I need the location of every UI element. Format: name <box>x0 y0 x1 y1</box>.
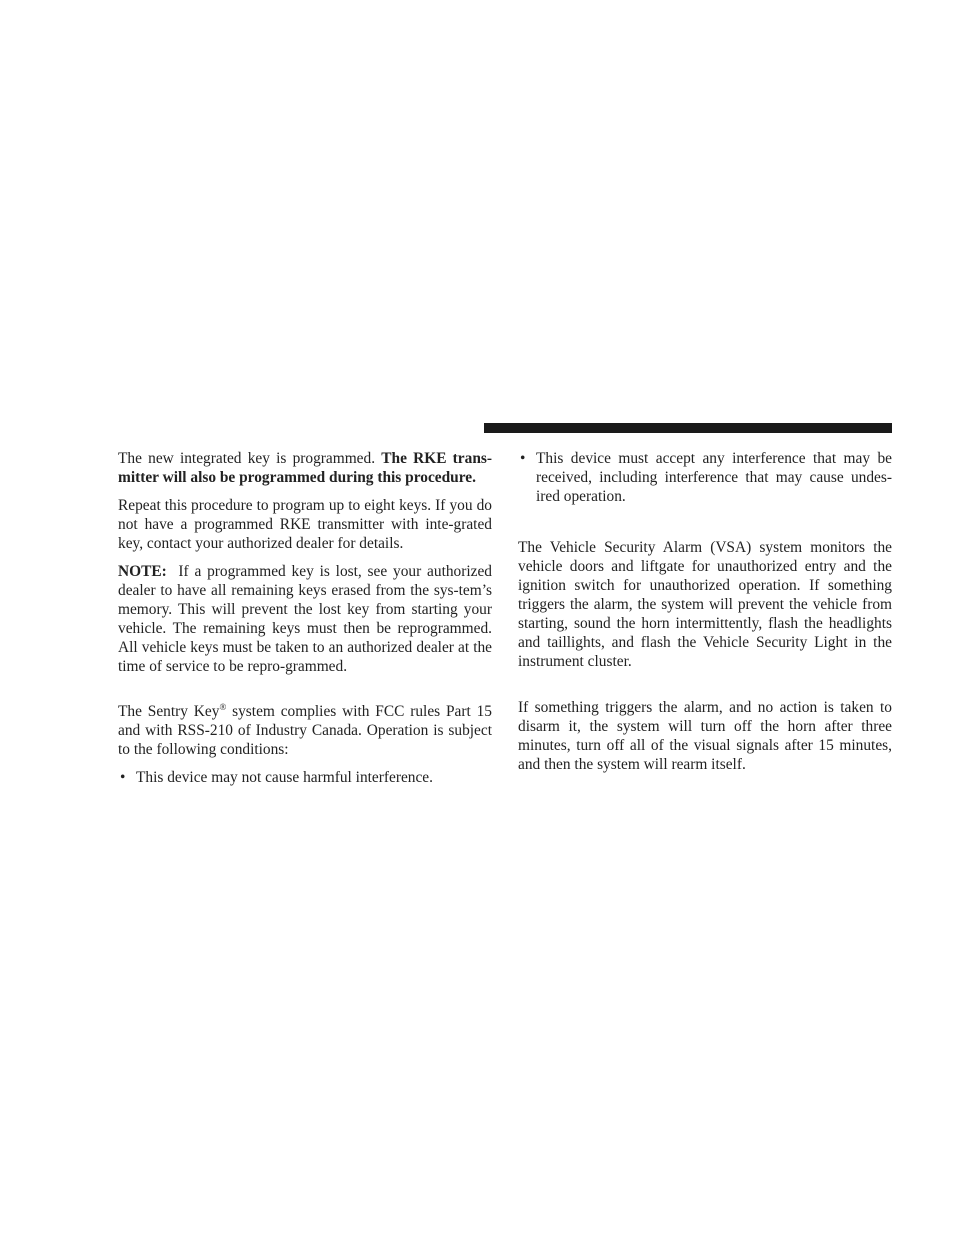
bullet-item-accept-interference: • This device must accept any interference that may be received, including interference that may cause undes-ired operation. <box>520 450 892 505</box>
note-text: If a programmed key is lost, see your authorized dealer to have all remaining keys erased from the sys-tem’s memory. This will prevent the lost key from starting your vehicle. The remaining keys must then be reprogrammed. All vehicle keys must be taken to an authorized dealer at the time of service to be repro-grammed. <box>118 563 493 675</box>
left-column <box>118 449 492 787</box>
paragraph-alarm-timeout: If something triggers the alarm, and no action is taken to disarm it, the system will turn off the horn after three minutes, turn off all of the visual signals after 15 minutes, and then the system will rearm itself. <box>518 699 892 773</box>
right-column <box>518 449 892 774</box>
paragraph-fcc-compliance: The Sentry Key® system complies with FCC rules Part 15 and with RSS-210 of Industry Canada. Operation is subject to the following conditions: <box>118 701 492 758</box>
bullet-icon: • <box>120 769 126 786</box>
paragraph-repeat-procedure: Repeat this procedure to program up to eight keys. If you do not have a programmed RKE transmitter with inte-grated key, contact your authorized dealer for details. <box>118 497 492 552</box>
registered-mark: ® <box>219 701 227 712</box>
paragraph-key-programmed: The new integrated key is programmed. The RKE trans-mitter will also be programmed during this procedure. <box>118 450 492 486</box>
paragraph-vsa-description: The Vehicle Security Alarm (VSA) system monitors the vehicle doors and liftgate for unauthorized entry and the ignition switch for unauthorized operation. If something triggers the alarm, the system will prevent the vehicle from starting, sound the horn intermittently, flash the headlights and taillights, and flash the Vehicle Security Light in the instrument cluster. <box>518 539 892 670</box>
rke-note-bold: The RKE trans-mitter will also be programmed during this procedure. <box>118 450 492 486</box>
note-label: NOTE: <box>118 563 167 580</box>
section-header-bar <box>484 423 892 433</box>
bullet-item-harmful-interference: • This device may not cause harmful interference. <box>120 769 433 786</box>
note-paragraph <box>118 562 492 676</box>
bullet-icon: • <box>520 450 526 467</box>
